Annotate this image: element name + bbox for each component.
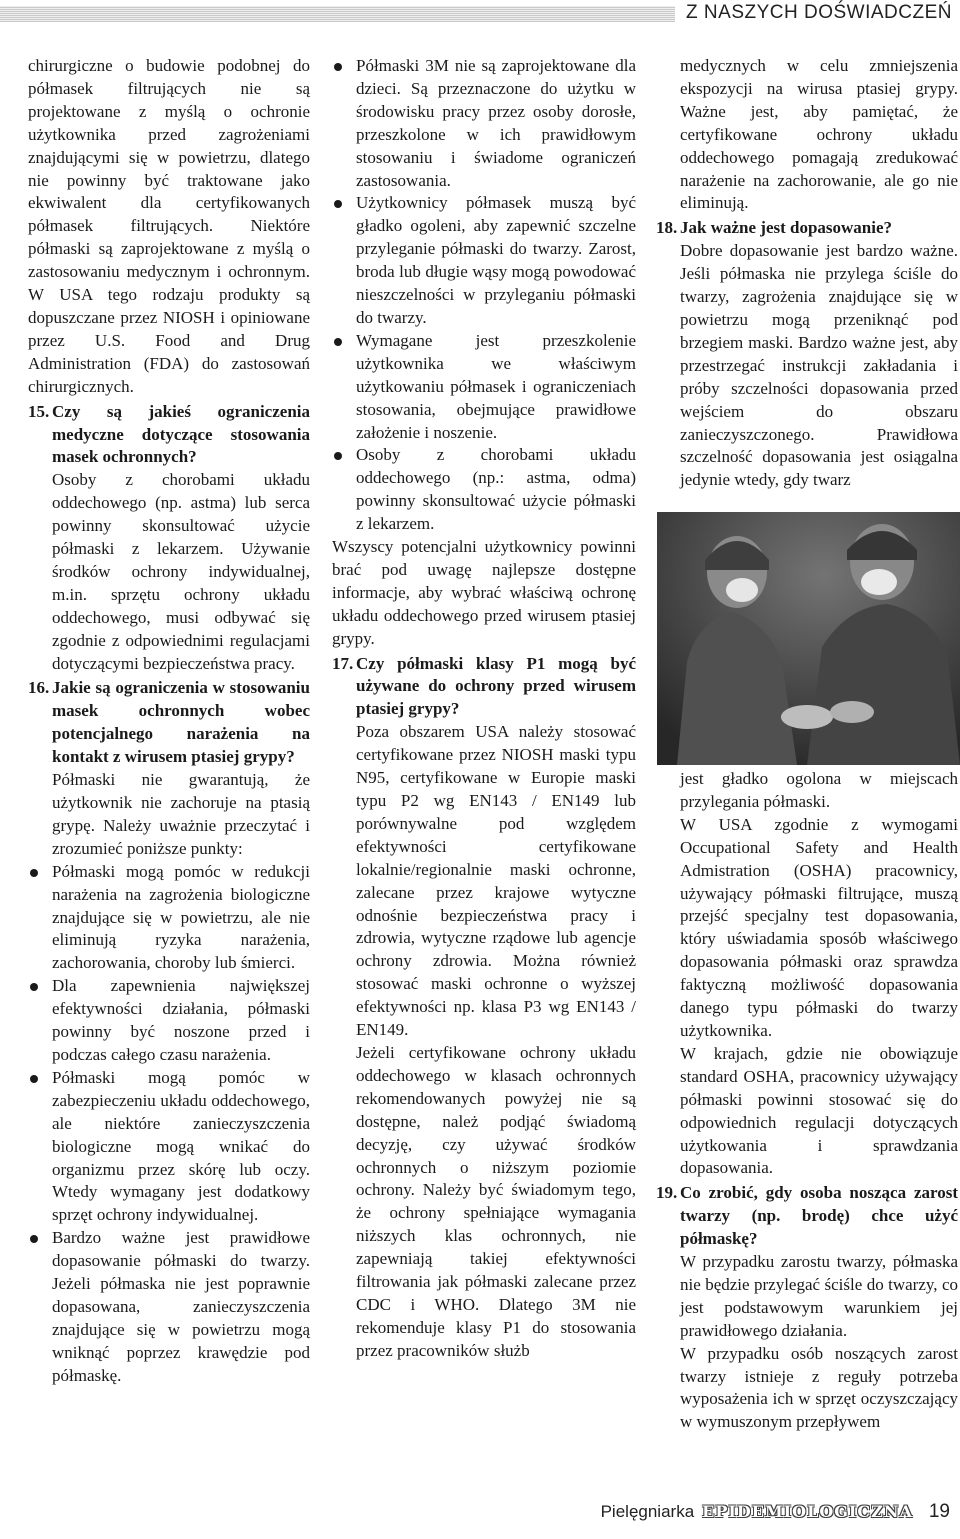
answer-16: Półmaski nie gwarantują, że użytkownik nie zachoruje na ptasią grypę. Należy uważnie przeczytać i zrozumieć poniższe punkty:: [52, 770, 310, 858]
col3-continuation: medycznych w celu zmniejszenia ekspozycji na wirusa ptasiej grypy. Ważne jest, aby pamiętać, że certyfikowane ochrony układu oddechowego pomagają zredukować narażenie na zachorowanie, ale go nie eliminują.: [680, 56, 958, 213]
answer-18: Dobre dopasowanie jest bardzo ważne. Jeśli półmaska nie przylega ściśle do twarzy, zagrożenia znajdujące się w powietrzu mogą przeniknąć pod brzegiem maski. Bardzo ważne jest, aby przestrzegać instrukcji zakładania i próby szczelności dopasowania przed wejściem do obszaru zanieczyszczonego. Prawidłowa szczelność dopasowania jest osiągalna jedynie wtedy, gdy twarz: [680, 241, 958, 490]
column-3-bottom: [656, 768, 958, 1434]
list-item: Dla zapewnienia największej efektywności działania, półmaski powinny być noszone przed i podczas całego czasu narażenia.: [28, 975, 310, 1067]
list-item: Półmaski 3M nie są zaprojektowane dla dzieci. Są przeznaczone do użytku w środowisku pracy przez osoby dorosłe, przeszkolone w ich prawidłowym stosowaniu i świadome ograniczeń zastosowania.: [332, 55, 636, 192]
q18-number: 18.: [656, 218, 678, 238]
magazine-name-logo: EPIDEMIOLOGICZNA: [702, 1502, 913, 1521]
list-item: Półmaski mogą pomóc w zabezpieczeniu układu oddechowego, ale niektóre zanieczyszczenia biologiczne mogą wnikać do organizmu przez skórę lub oczy. Wtedy wymagany jest dodatkowy sprzęt ochrony indywidualnej.: [28, 1067, 310, 1227]
answer-19a: W przypadku zarostu twarzy, półmaska nie będzie przylegać ściśle do twarzy, co jest podstawowym warunkiem jej prawidłowego działania.: [680, 1252, 958, 1340]
question-16: [28, 677, 310, 769]
header-decor-bar: [0, 6, 675, 22]
q16-number: 16.: [28, 678, 50, 698]
page-header: [0, 0, 960, 30]
answer-18d: W krajach, gdzie nie obowiązuje standard OSHA, pracownicy używający półmaski powinni stosować się do odpowiednich regulacji dotyczących użytkowania i sprawdzania dopasowania.: [680, 1043, 958, 1178]
q18-text: Jak ważne jest dopasowanie?: [680, 218, 893, 238]
q17-text: Czy półmaski klasy P1 mogą być używane do ochrony przed wirusem ptasiej grypy?: [356, 653, 636, 719]
question-17: [332, 653, 636, 722]
photo-illustration: [657, 512, 960, 765]
q15-number: 15.: [28, 401, 50, 421]
column-3-top: [656, 55, 958, 492]
column-1: [28, 55, 310, 1388]
col2-paragraph: Wszyscy potencjalni użytkownicy powinni brać pod uwagę najlepsze dostępne informacje, aby wybrać właściwą ochronę układu oddechowego przed wirusem ptasiej grypy.: [332, 537, 636, 648]
list-item: Półmaski mogą pomóc w redukcji narażenia na zagrożenia biologiczne znajdujące się w powietrzu, ale nie eliminują ryzyka narażenia, zachorowania, choroby lub śmierci.: [28, 861, 310, 976]
column-2: [332, 55, 636, 1363]
answer-18b: jest gładko ogolona w miejscach przylegania półmaski.: [680, 769, 958, 811]
col1-intro: chirurgiczne o budowie podobnej do półmasek filtrujących nie są projektowane z myślą o ochronie użytkownika przed zagrożeniami znajdującymi się w powietrzu, dlatego nie powinny być traktowane jako ekwiwalent dla certyfikowanych półmasek filtrujących. Niektóre półmaski są zaprojektowane z myślą o zastosowaniu medycznym i ochronnym. W USA tego rodzaju produkty są dopuszczane przez NIOSH i opiniowane przez U.S. Food and Drug Administration (FDA) do zastosowań chirurgicznych.: [28, 56, 310, 396]
answer-17b: Jeżeli certyfikowane ochrony układu oddechowego w klasach ochronnych rekomendowanych powyżej nie są dostępne, należ podjąć świadomą decyzję, czy używać środków ochronnych o niższym poziomie ochrony. Należy być świadomym tego, że ochrony spełniające wymagania niższych klas ochronnych, nie zapewniają takiej efektywności filtrowania jak półmaski zalecane przez CDC i WHO. Dlatego 3M nie rekomenduje klasy P1 do stosowania przez pracowników służb: [356, 1042, 636, 1360]
col2-bullet-list: [332, 55, 636, 536]
surgeons-photo: [657, 512, 960, 765]
q19-number: 19.: [656, 1183, 678, 1203]
q17-number: 17.: [332, 653, 354, 673]
answer-15: Osoby z chorobami układu oddechowego (np. astma) lub serca powinny skonsultować użycie półmaski z lekarzem. Używanie środków ochrony indywidualnej, m.in. sprzętu ochrony układu oddechowego, musi odbywać się zgodnie z odpowiednimi regulacjami dotyczącymi bezpieczeństwa pracy.: [52, 470, 310, 673]
question-19: [656, 1182, 958, 1251]
list-item: Bardzo ważne jest prawidłowe dopasowanie półmaski do twarzy. Jeżeli półmaska nie jest poprawnie dopasowana, zanieczyszczenia znajdujące się w powietrzu mogą wniknąć poprzez krawędzie pod półmaskę.: [28, 1227, 310, 1387]
list-item: Użytkownicy półmasek muszą być gładko ogoleni, aby zapewnić szczelne przyleganie półmaski do twarzy. Zarost, broda lub długie wąsy mogą powodować nieszczelności w przyleganiu półmaski do twarzy.: [332, 192, 636, 329]
magazine-name: Pielęgniarka: [600, 1502, 695, 1521]
page-footer: [601, 1501, 950, 1531]
question-18: [656, 217, 958, 240]
answer-18c: W USA zgodnie z wymogami Occupational Safety and Health Admistration (OSHA) pracownicy, używający półmaski filtrujące, muszą przejść specjalny test dopasowania, który uświadamia sposób właściwego dopasowania półmaski oraz sprawdza faktyczną możliwość dopasowania danego typu półmaski do twarzy użytkownika.: [680, 814, 958, 1040]
question-15: [28, 401, 310, 470]
page-number: 19: [928, 1501, 950, 1522]
q16-text: Jakie są ograniczenia w stosowaniu masek ochronnych wobec potencjalnego narażenia na kontakt z wirusem ptasiej grypy?: [52, 678, 310, 767]
list-item: Wymagane jest przeszkolenie użytkownika we właściwym użytkowaniu półmasek i ograniczeniach stosowania, obejmujące prawidłowe założenie i noszenie.: [332, 330, 636, 445]
list-item: Osoby z chorobami układu oddechowego (np.: astma, odma) powinny skonsultować użycie półmaski z lekarzem.: [332, 444, 636, 536]
col1-bullet-list: [28, 861, 310, 1388]
section-title: Z NASZYCH DOŚWIADCZEŃ: [686, 2, 952, 23]
q15-text: Czy są jakieś ograniczenia medyczne dotyczące stosowania masek ochronnych?: [52, 401, 310, 467]
answer-19b: W przypadku osób noszących zarost twarzy istnieje z reguły potrzeba wyposażenia ich w sprzęt oczyszczający w wymuszonym przepływem: [680, 1343, 958, 1432]
q19-text: Co zrobić, gdy osoba nosząca zarost twarzy (np. brodę) chce użyć półmaskę?: [680, 1183, 958, 1249]
answer-17a: Poza obszarem USA należy stosować certyfikowane przez NIOSH maski typu N95, certyfikowane w Europie maski typu P2 wg EN143 / EN149 lub porównywalne pod względem efektywności certyfikowane lokalnie/regionalnie maski ochronne, zalecane przez krajowe wytyczne odnośnie bezpieczeństwa pracy i zdrowia, wytyczne rządowe lub agencje ochrony zdrowia. Można również stosować maski ochronne o wyższej efektywności np. klasa P3 wg EN143 / EN149.: [356, 722, 636, 1040]
